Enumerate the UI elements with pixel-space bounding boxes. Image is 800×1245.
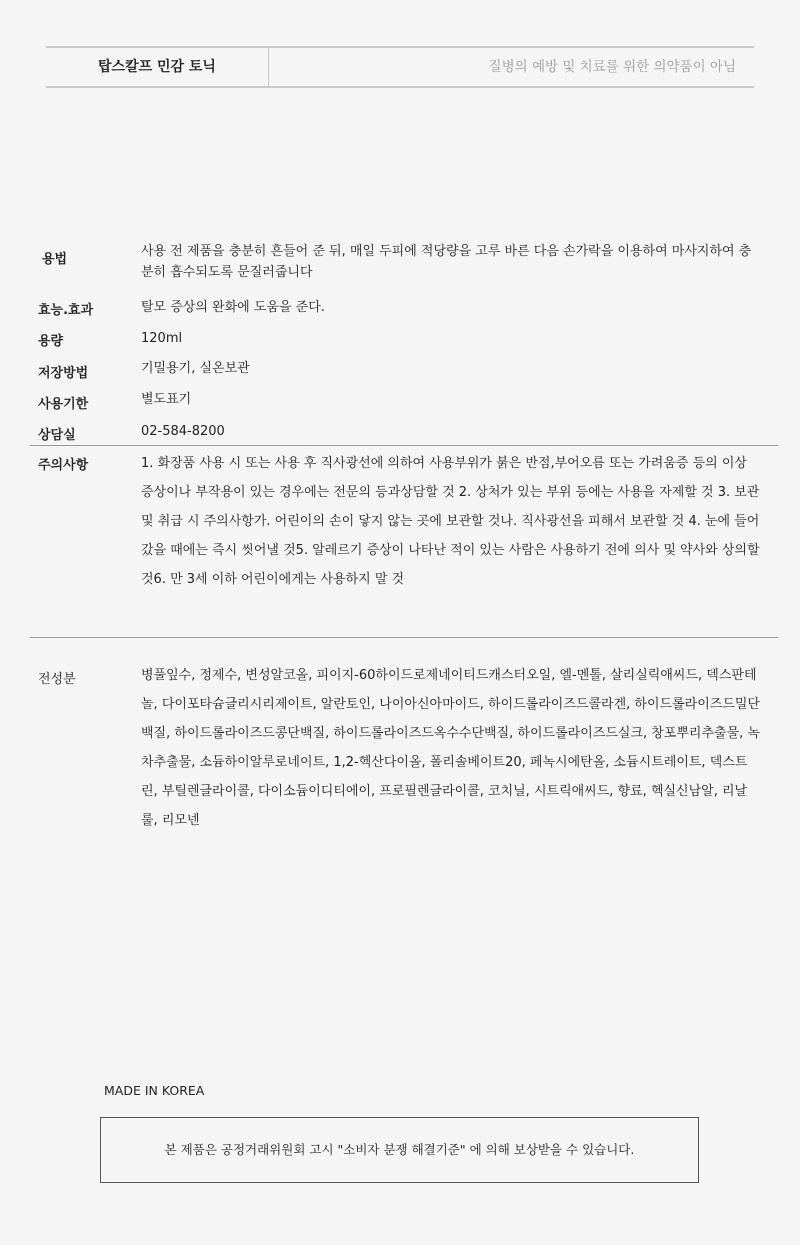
product-name: 탑스칼프 민감 토닉: [46, 48, 269, 86]
divider-top: [30, 445, 778, 446]
usage-label: 용법: [42, 252, 68, 267]
caution-value: 1. 화장품 사용 시 또는 사용 후 직사광선에 의하여 사용부위가 붉은 반점,부어오름 또는 가려움증 등의 이상 증상이나 부작용이 있는 경우에는 전문의 등과상담할 것 2. 상처가 있는 부위 등에는 사용을 자제할 것 3. 보관 및 취급 시 주의사항가. 어린이의 손이 닿지 않는 곳에 보관할 것나. 직사광선을 피해서 보관할 것 4. 눈에 들어갔을 때에는 즉시 씻어낼 것5. 알레르기 증상이 나타난 적이 있는 사람은 사용하기 전에 의사 및 약사와 상의할 것6. 만 3세 이하 어린이에게는 사용하지 말 것: [141, 456, 760, 587]
non-drug-notice: 질병의 예방 및 치료를 위한 의약품이 아님: [488, 59, 736, 75]
made-in-label: MADE IN KOREA: [104, 1083, 205, 1098]
consult-label: 상담실: [38, 428, 76, 443]
volume-label: 용량: [38, 334, 64, 349]
effect-value: 탈모 증상의 완화에 도움을 준다.: [141, 300, 325, 315]
divider-middle: [30, 637, 778, 638]
volume-value: 120ml: [141, 331, 183, 346]
expiry-value: 별도표기: [141, 392, 192, 407]
consult-value: 02-584-8200: [141, 424, 225, 439]
effect-label: 효능.효과: [38, 303, 94, 318]
product-header: [46, 46, 754, 88]
expiry-label: 사용기한: [38, 397, 89, 412]
ingredients-label: 전성분: [38, 672, 76, 687]
caution-label: 주의사항: [38, 458, 89, 473]
usage-value: 사용 전 제품을 충분히 흔들어 준 뒤, 매일 두피에 적당량을 고루 바른 다음 손가락을 이용하여 마사지하여 충분히 흡수되도록 문질러줍니다: [141, 244, 752, 280]
ingredients-value: 병풀잎수, 정제수, 변성알코올, 피이지-60하이드로제네이티드캐스터오일, 엘-멘톨, 살리실릭애씨드, 덱스판테놀, 다이포타슘글리시리제이트, 알란토인, 나이아신아마이드, 하이드롤라이즈드콜라겐, 하이드롤라이즈드밀단백질, 하이드롤라이즈드콩단백질, 하이드롤라이즈드옥수수단백질, 하이드롤라이즈드실크, 창포뿌리추출물, 녹차추출물, 소듐하이알루로네이트, 1,2-헥산다이올, 폴리솔베이트20, 페녹시에탄올, 소듐시트레이트, 덱스트린, 부틸렌글라이콜, 다이소듐이디티에이, 프로필렌글라이콜, 코치닐, 시트릭애씨드, 향료, 헥실신남알, 리날룰, 리모넨: [141, 668, 760, 828]
consumer-guarantee-box: 본 제품은 공정거래위원회 고시 "소비자 분쟁 해결기준" 에 의해 보상받을 수 있습니다.: [100, 1117, 699, 1183]
storage-label: 저장방법: [38, 366, 89, 381]
storage-value: 기밀용기, 실온보관: [141, 361, 250, 376]
